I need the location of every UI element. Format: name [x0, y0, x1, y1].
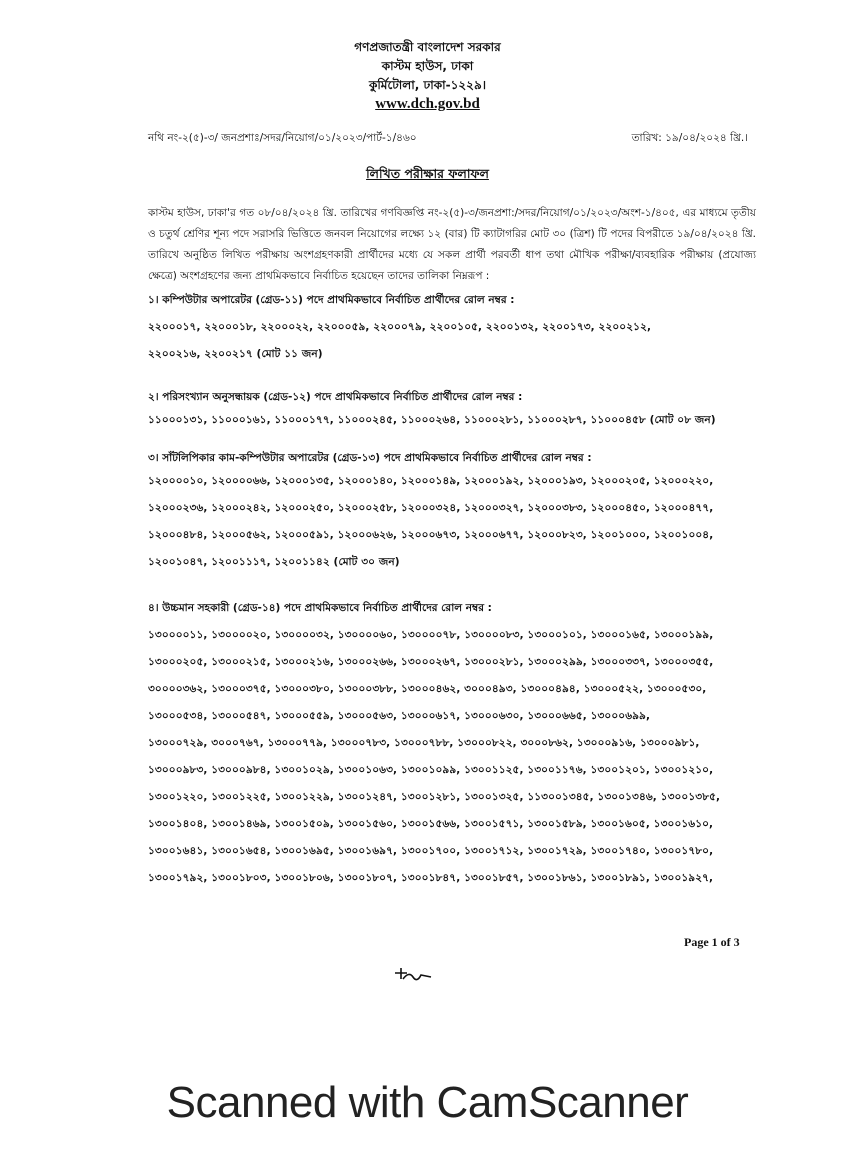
section-heading: ৪। উচ্চমান সহকারী (গ্রেড-১৪) পদে প্রাথমিকভাবে নির্বাচিত প্রার্থীদের রোল নম্বর : — [148, 602, 492, 614]
intro-paragraph: কাস্টম হাউস, ঢাকা'র গত ০৮/০৪/২০২৪ খ্রি. তারিখের গণবিজ্ঞপ্তি নং-২(৫)-৩/জনপ্রশা:/সদর/নিয়োগ/০১/২০২৩/অংশ-১/৪০৫, এর মাধ্যমে তৃতীয় ও চতুর্থ শ্রেণির শূন্য পদে সরাসরি ভিত্তিতে জনবল নিয়োগের লক্ষ্যে ১২ (বার) টি ক্যাটাগরির মোট ৩০ (ত্রিশ) টি পদের বিপরীতে ১৯/০৪/২০২৪ খ্রি. তারিখে অনুষ্ঠিত লিখিত পরীক্ষায় অংশগ্রহণকারী প্রার্থীদের মধ্যে যে সকল প্রার্থী পরবর্তী ধাপ তথা মৌখিক পরীক্ষা/ব্যবহারিক পরীক্ষায় (প্রযোজ্য ক্ষেত্রে) অংশগ্রহণের জন্য প্রাথমিকভাবে নির্বাচিত হয়েছেন তাদের তালিকা নিম্নরূপ : — [148, 207, 756, 282]
section-stenographer — [148, 448, 760, 576]
section-statistical-investigator — [148, 387, 760, 434]
roll-number-line: ১২০০১০৪৭, ১২০০১১১৭, ১২০০১১৪২ (মোট ৩০ জন) — [148, 556, 400, 568]
section-computer-operator — [148, 290, 760, 368]
memo-date: তারিখ: ১৯/০৪/২০২৪ খ্রি.। — [631, 132, 748, 144]
government-name: গণপ্রজাতন্ত্রী বাংলাদেশ সরকার — [354, 40, 501, 54]
letterhead — [0, 38, 855, 114]
section-upper-division-assistant — [148, 598, 760, 892]
office-address: কুর্মিটোলা, ঢাকা-১২২৯। — [368, 78, 487, 92]
roll-number-line: ১৩০০০৫৩৪, ১৩০০০৫৪৭, ১৩০০০৫৫৯, ১৩০০০৫৬৩, ১৩০০০৬১৭, ১৩০০০৬৩০, ১৩০০০৬৬৫, ১৩০০০৬৯৯, — [148, 710, 651, 722]
roll-number-line: ১৩০০১৭৯২, ১৩০০১৮০৩, ১৩০০১৮০৬, ১৩০০১৮০৭, ১৩০০১৮৪৭, ১৩০০১৮৫৭, ১৩০০১৮৬১, ১৩০০১৮৯১, ১৩০০১৯২৭, — [148, 872, 714, 884]
document-title: লিখিত পরীক্ষার ফলাফল — [366, 166, 489, 181]
roll-number-line: ৩০০০০৩৬২, ১৩০০০৩৭৫, ১৩০০০৩৮০, ১৩০০০৩৮৮, ১৩০০০৪৬২, ৩০০০৪৯৩, ১৩০০০৪৯৪, ১৩০০০৫২২, ১৩০০০৫৩০, — [148, 683, 707, 695]
roll-number-line: ১৩০০১৪০৪, ১৩০০১৪৬৯, ১৩০০১৫০৯, ১৩০০১৫৬০, ১৩০০১৫৬৬, ১৩০০১৫৭১, ১৩০০১৫৮৯, ১৩০০১৬০৫, ১৩০০১৬১০, — [148, 818, 714, 830]
section-heading: ১। কম্পিউটার অপারেটর (গ্রেড-১১) পদে প্রাথমিকভাবে নির্বাচিত প্রার্থীদের রোল নম্বর : — [148, 294, 515, 306]
roll-number-line: ১৩০০০৯৮৩, ১৩০০০৯৮৪, ১৩০০১০২৯, ১৩০০১০৬৩, ১৩০০১০৯৯, ১৩০০১১২৫, ১৩০০১১৭৬, ১৩০০১২০১, ১৩০০১২১০, — [148, 764, 714, 776]
roll-number-line: ১৩০০১২২০, ১৩০০১২২৫, ১৩০০১২২৯, ১৩০০১২৪৭, ১৩০০১২৮১, ১৩০০১৩২৫, ১১৩০০১৩৪৫, ১৩০০১৩৪৬, ১৩০০১৩৮৫, — [148, 791, 721, 803]
roll-number-line: ১৩০০১৬৪১, ১৩০০১৬৫৪, ১৩০০১৬৯৫, ১৩০০১৬৯৭, ১৩০০১৭০০, ১৩০০১৭১২, ১৩০০১৭২৯, ১৩০০১৭৪০, ১৩০০১৭৮০, — [148, 845, 714, 857]
camscanner-watermark: Scanned with CamScanner — [166, 1078, 689, 1127]
roll-number-line: ১৩০০০৭২৯, ৩০০০৭৬৭, ১৩০০০৭৭৯, ১৩০০০৭৮৩, ১৩০০০৭৮৮, ১৩০০০৮২২, ৩০০০৮৬২, ১৩০০০৯১৬, ১৩০০০৯৮১, — [148, 737, 700, 749]
roll-number-line: ১২০০০৪৮৪, ১২০০০৫৬২, ১২০০০৫৯১, ১২০০০৬২৬, ১২০০০৬৭৩, ১২০০০৬৭৭, ১২০০০৮২৩, ১২০০১০০০, ১২০০১০০৪, — [148, 529, 714, 541]
roll-number-line: ১২০০০০১০, ১২০০০০৬৬, ১২০০০১৩৫, ১২০০০১৪০, ১২০০০১৪৯, ১২০০০১৯২, ১২০০০১৯৩, ১২০০০২০৫, ১২০০০২২০, — [148, 475, 714, 487]
section-heading: ২। পরিসংখ্যান অনুসন্ধায়ক (গ্রেড-১২) পদে প্রাথমিকভাবে নির্বাচিত প্রার্থীদের রোল নম্বর : — [148, 391, 523, 403]
roll-number-line: ১২০০০২৩৬, ১২০০০২৪২, ১২০০০২৫০, ১২০০০২৫৮, ১২০০০৩২৪, ১২০০০৩২৭, ১২০০০৩৮৩, ১২০০০৪৫০, ১২০০০৪৭৭, — [148, 502, 714, 514]
website-link[interactable]: www.dch.gov.bd — [375, 96, 480, 112]
signature-mark — [393, 965, 433, 987]
roll-number-line: ১৩০০০০১১, ১৩০০০০২০, ১৩০০০০৩২, ১৩০০০০৬০, ১৩০০০০৭৮, ১৩০০০০৮৩, ১৩০০০১০১, ১৩০০০১৬৫, ১৩০০০১৯৯, — [148, 629, 714, 641]
roll-number-line: ২২০০০১৭, ২২০০০১৮, ২২০০০২২, ২২০০০৫৯, ২২০০০৭৯, ২২০০১০৫, ২২০০১৩২, ২২০০১৭৩, ২২০০২১২, — [148, 321, 652, 333]
roll-number-line: ১১০০০১৩১, ১১০০০১৬১, ১১০০০১৭৭, ১১০০০২৪৫, ১১০০০২৬৪, ১১০০০২৮১, ১১০০০২৮৭, ১১০০০৪৫৮ (মোট ০৮ জন) — [148, 414, 716, 426]
section-heading: ৩। সাঁটলিপিকার কাম-কম্পিউটার অপারেটর (গ্রেড-১৩) পদে প্রাথমিকভাবে নির্বাচিত প্রার্থীদের রোল নম্বর : — [148, 452, 592, 464]
roll-number-line: ২২০০২১৬, ২২০০২১৭ (মোট ১১ জন) — [148, 348, 323, 360]
memo-number: নথি নং-২(৫)-৩/ জনপ্রশাঃ/সদর/নিয়োগ/০১/২০২৩/পার্ট-১/৪৬০ — [148, 132, 417, 144]
roll-number-line: ১৩০০০২০৫, ১৩০০০২১৫, ১৩০০০২১৬, ১৩০০০২৬৬, ১৩০০০২৬৭, ১৩০০০২৮১, ১৩০০০২৯৯, ১৩০০০৩৩৭, ১৩০০০৩৫৫, — [148, 656, 714, 668]
office-name: কাস্টম হাউস, ঢাকা — [381, 59, 474, 73]
page-number: Page 1 of 3 — [684, 935, 740, 949]
